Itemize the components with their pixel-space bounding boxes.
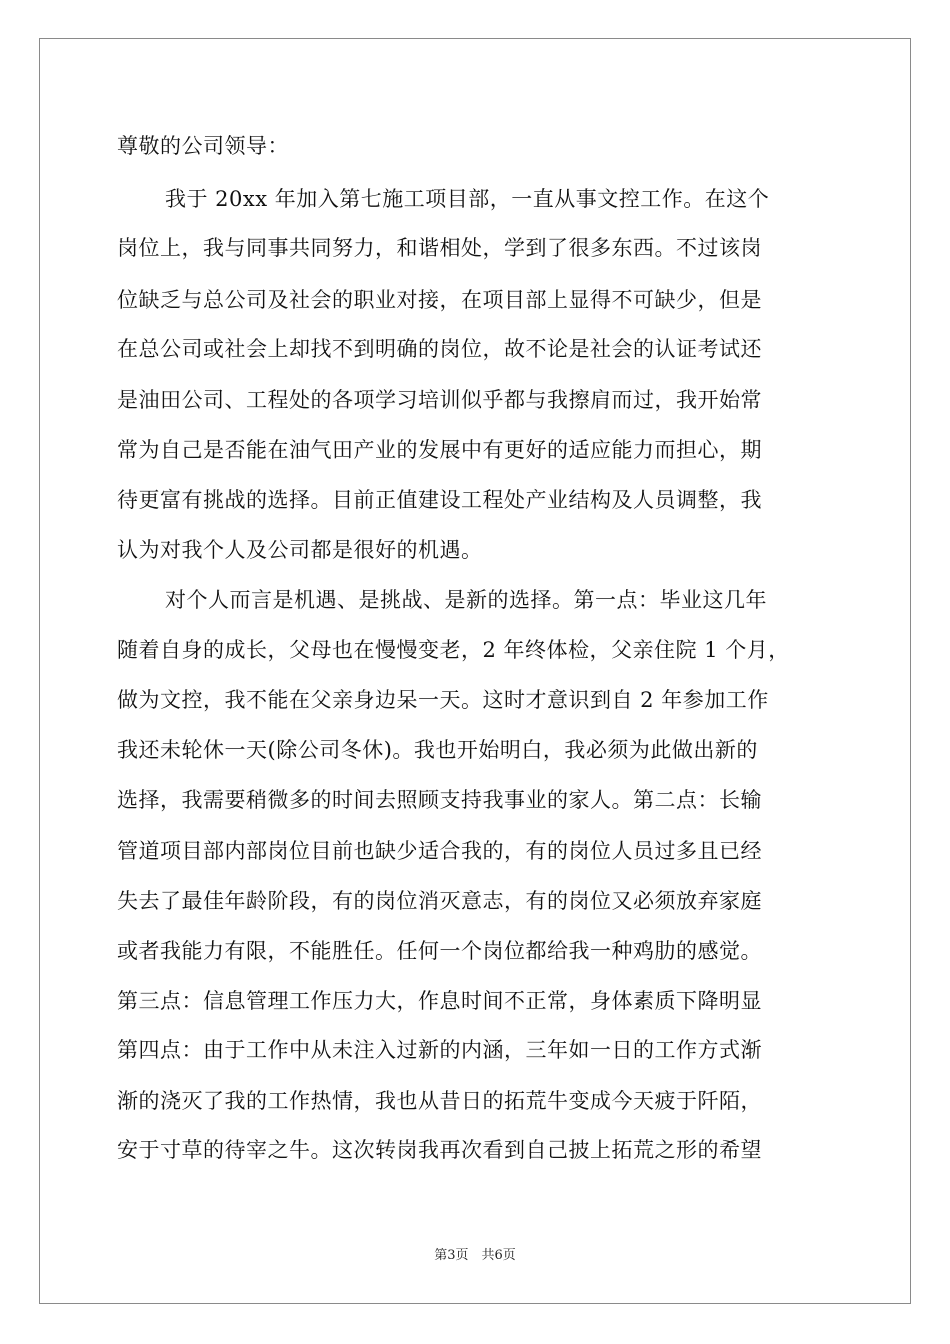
paragraph-2-line-5: 选择，我需要稍微多的时间去照顾支持我事业的家人。第二点：长输 — [117, 788, 762, 812]
paragraph-1-line-6: 常为自己是否能在油气田产业的发展中有更好的适应能力而担心，期 — [117, 438, 762, 462]
page-number-footer: 第3页 共6页 — [434, 1248, 516, 1263]
paragraph-1-line-5: 是油田公司、工程处的各项学习培训似乎都与我擦肩而过，我开始常 — [117, 388, 762, 412]
paragraph-2-line-3: 做为文控，我不能在父亲身边呆一天。这时才意识到自 2 年参加工作 — [117, 688, 769, 712]
paragraph-2-line-6: 管道项目部内部岗位目前也缺少适合我的，有的岗位人员过多且已经 — [117, 839, 762, 863]
paragraph-1-line-1: 我于 20xx 年加入第七施工项目部，一直从事文控工作。在这个 — [165, 187, 770, 211]
paragraph-1-line-7: 待更富有挑战的选择。目前正值建设工程处产业结构及人员调整，我 — [117, 488, 762, 512]
paragraph-1-line-4: 在总公司或社会上却找不到明确的岗位，故不论是社会的认证考试还 — [117, 337, 762, 361]
paragraph-2-line-8: 或者我能力有限，不能胜任。任何一个岗位都给我一种鸡肋的感觉。 — [117, 939, 762, 963]
paragraph-2-line-9: 第三点：信息管理工作压力大，作息时间不正常，身体素质下降明显 — [117, 989, 762, 1013]
paragraph-2-line-4: 我还未轮休一天(除公司冬休)。我也开始明白，我必须为此做出新的 — [117, 738, 758, 762]
page-border — [39, 38, 911, 1304]
paragraph-2-line-2: 随着自身的成长，父母也在慢慢变老，2 年终体检，父亲住院 1 个月， — [117, 638, 790, 662]
paragraph-2-line-1: 对个人而言是机遇、是挑战、是新的选择。第一点：毕业这几年 — [165, 588, 767, 612]
paragraph-1-line-3: 位缺乏与总公司及社会的职业对接，在项目部上显得不可缺少，但是 — [117, 288, 762, 312]
paragraph-2-line-11: 渐的浇灭了我的工作热情，我也从昔日的拓荒牛变成今天疲于阡陌， — [117, 1089, 762, 1113]
paragraph-2-line-7: 失去了最佳年龄阶段，有的岗位消灭意志，有的岗位又必须放弃家庭 — [117, 889, 762, 913]
paragraph-2-line-12: 安于寸草的待宰之牛。这次转岗我再次看到自己披上拓荒之形的希望 — [117, 1138, 762, 1162]
paragraph-1-line-8: 认为对我个人及公司都是很好的机遇。 — [117, 538, 483, 562]
paragraph-1-line-2: 岗位上，我与同事共同努力，和谐相处，学到了很多东西。不过该岗 — [117, 236, 762, 260]
paragraph-2-line-10: 第四点：由于工作中从未注入过新的内涵，三年如一日的工作方式渐 — [117, 1038, 762, 1062]
salutation: 尊敬的公司领导： — [117, 134, 289, 158]
